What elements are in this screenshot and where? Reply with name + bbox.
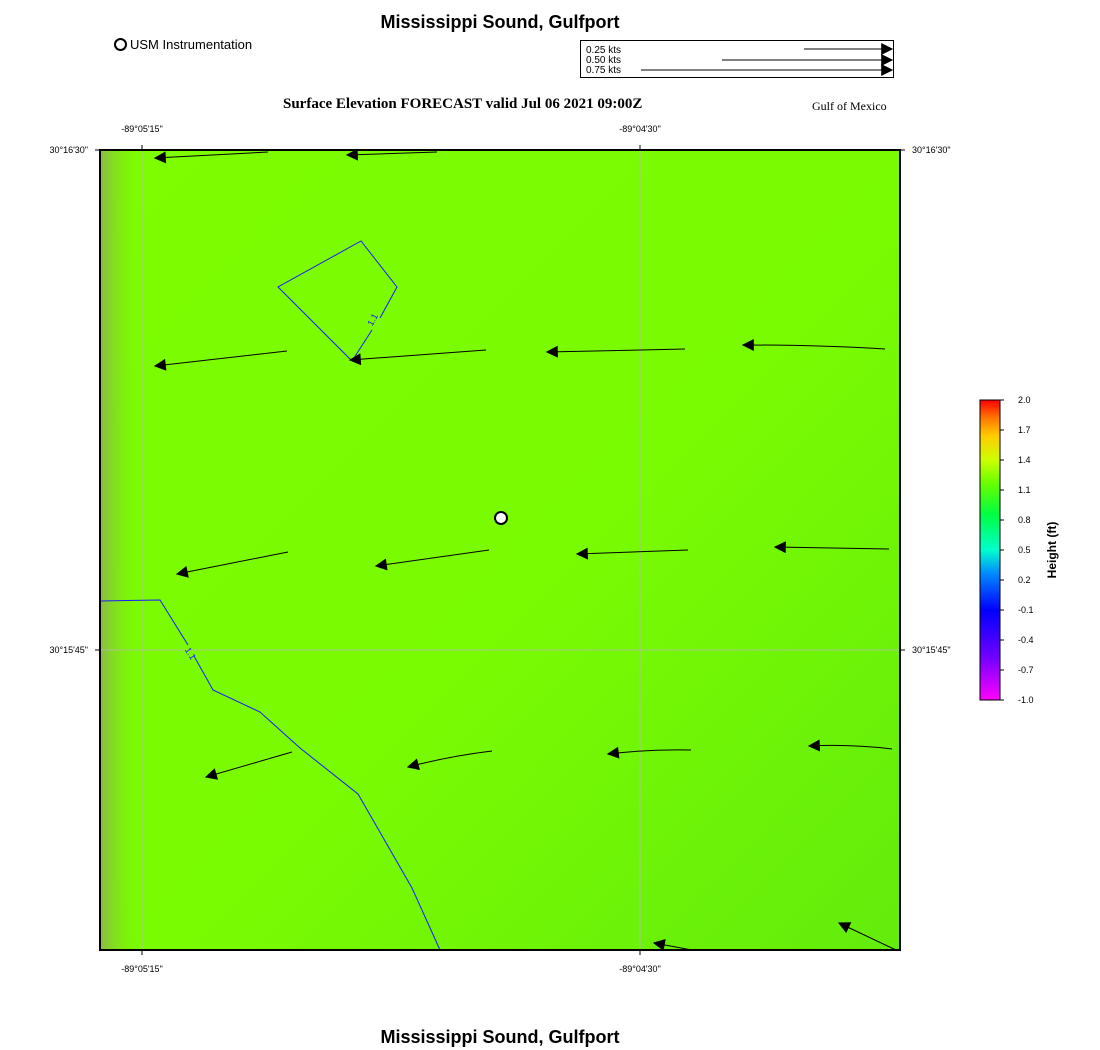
colorbar-ticks <box>1000 395 1034 705</box>
lat-tick-label: 30°16'30" <box>912 145 951 155</box>
colorbar-tick-label: 0.5 <box>1018 545 1031 555</box>
usm-station-marker[interactable] <box>495 512 507 524</box>
colorbar-tick-label: -0.1 <box>1018 605 1034 615</box>
colorbar-title: Height (ft) <box>1045 521 1059 579</box>
lon-tick-label: -89°04'30" <box>619 964 661 974</box>
lon-tick-label: -89°05'15" <box>121 124 163 134</box>
elevation-field <box>100 150 900 950</box>
forecast-subtitle: Surface Elevation FORECAST valid Jul 06 2021 09:00Z <box>283 96 643 112</box>
contour-label: 1.1 <box>365 311 380 328</box>
land-shading <box>100 150 142 950</box>
colorbar-scale <box>980 400 1000 700</box>
map-plot-area <box>100 150 900 950</box>
region-label: Gulf of Mexico <box>812 99 887 113</box>
lat-tick-label: 30°16'30" <box>49 145 88 155</box>
colorbar-tick-label: 1.1 <box>1018 485 1031 495</box>
map-title-bottom: Mississippi Sound, Gulfport <box>380 1027 620 1047</box>
speed-legend-label: 0.75 kts <box>586 65 622 76</box>
colorbar-tick-label: -0.7 <box>1018 665 1034 675</box>
lon-tick-label: -89°04'30" <box>619 124 661 134</box>
speed-legend-arrows <box>641 49 892 70</box>
colorbar-tick-label: 0.2 <box>1018 575 1031 585</box>
lat-tick-label: 30°15'45" <box>912 645 951 655</box>
lon-tick-label: -89°05'15" <box>121 964 163 974</box>
station-legend-label: USM Instrumentation <box>130 37 253 52</box>
colorbar-tick-label: 2.0 <box>1018 395 1031 405</box>
map-title-top: Mississippi Sound, Gulfport <box>380 12 620 32</box>
contour-label: 1.1 <box>182 645 198 662</box>
colorbar-tick-label: 1.4 <box>1018 455 1031 465</box>
speed-legend-label: 0.25 kts <box>586 45 622 56</box>
speed-legend-label: 0.50 kts <box>586 55 622 66</box>
colorbar-tick-label: 0.8 <box>1018 515 1031 525</box>
colorbar-tick-label: -1.0 <box>1018 695 1034 705</box>
lat-tick-label: 30°15'45" <box>49 645 88 655</box>
colorbar-tick-label: 1.7 <box>1018 425 1031 435</box>
colorbar-tick-label: -0.4 <box>1018 635 1034 645</box>
colorbar <box>980 395 1059 705</box>
